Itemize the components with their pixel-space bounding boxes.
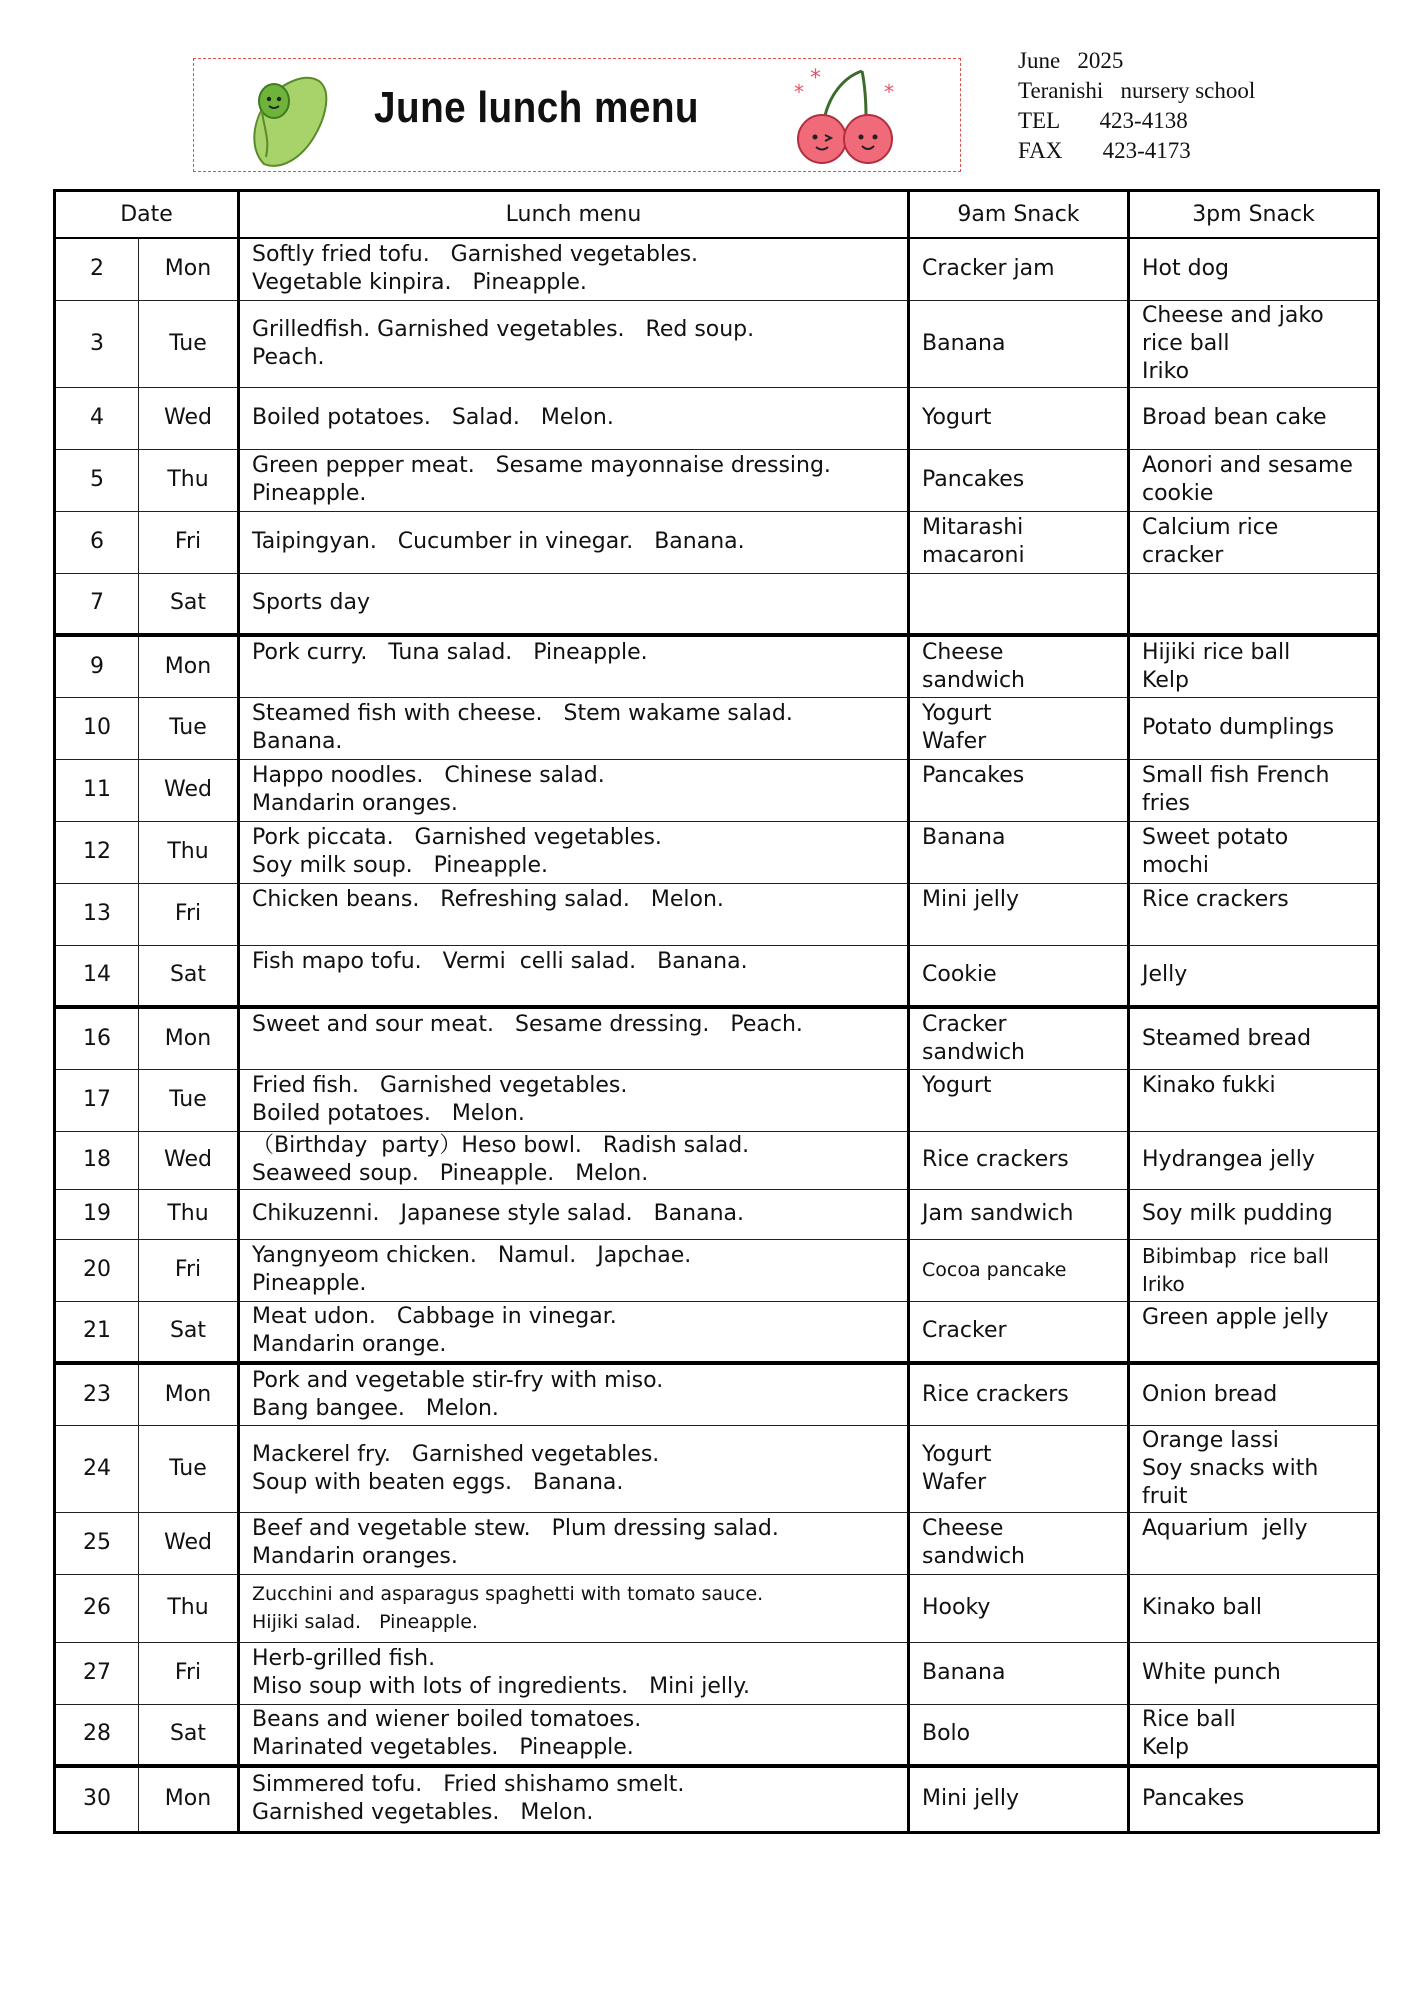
snack-am-line-1: Yogurt (922, 701, 992, 726)
table-row (55, 1512, 1379, 1574)
snack-am-cell (909, 300, 1129, 387)
weekday: Wed (139, 1512, 239, 1574)
lunch-line-2: Boiled potatoes. Melon. (252, 1101, 525, 1126)
weekday: Thu (139, 821, 239, 883)
header-lunch: Lunch menu (239, 191, 909, 239)
snack-pm-cell (1129, 511, 1379, 573)
snack-am-cell (909, 1574, 1129, 1642)
lunch-cell (239, 759, 909, 821)
snack-am-line-1: Banana (922, 1660, 1006, 1685)
snack-am-line-1: Cookie (922, 962, 997, 988)
snack-pm-cell (1129, 1766, 1379, 1832)
lunch-line-1: Boiled potatoes. Salad. Melon. (252, 405, 614, 430)
lunch-cell (239, 449, 909, 511)
snack-pm-cell (1129, 1131, 1379, 1189)
snack-am-line-1: Bolo (922, 1721, 971, 1747)
header-snack-pm: 3pm Snack (1129, 191, 1379, 239)
lunch-cell (239, 945, 909, 1007)
snack-pm-cell (1129, 821, 1379, 883)
lunch-cell (239, 821, 909, 883)
lunch-line-1: Happo noodles. Chinese salad. (252, 763, 605, 788)
snack-pm-line-3: Iriko (1142, 358, 1190, 384)
snack-am-line-1: Yogurt (922, 405, 992, 430)
snack-pm-cell (1129, 1512, 1379, 1574)
snack-pm-line-1: Cheese and jako (1142, 302, 1324, 328)
lunch-line-2: Banana. (252, 729, 343, 754)
snack-am-cell (909, 1189, 1129, 1239)
date-number: 28 (55, 1704, 139, 1766)
date-number: 11 (55, 759, 139, 821)
header-snack-am: 9am Snack (909, 191, 1129, 239)
weekday: Mon (139, 1766, 239, 1832)
weekday: Fri (139, 511, 239, 573)
date-number: 16 (55, 1007, 139, 1069)
lunch-line-2: Garnished vegetables. Melon. (252, 1800, 594, 1826)
lunch-menu-table (53, 189, 1380, 1834)
tel-label: TEL (1018, 108, 1060, 133)
lunch-cell (239, 697, 909, 759)
lunch-cell (239, 1512, 909, 1574)
lunch-line-1: Fish mapo tofu. Vermi celli salad. Banana. (252, 948, 748, 974)
table-row (55, 1425, 1379, 1512)
snack-am-cell (909, 573, 1129, 635)
lunch-line-1: Sweet and sour meat. Sesame dressing. Peach. (252, 1012, 803, 1037)
table-row (55, 1766, 1379, 1832)
snack-pm-line-1: Kinako ball (1142, 1595, 1263, 1620)
snack-pm-cell (1129, 300, 1379, 387)
snack-pm-line-1: Hot dog (1142, 256, 1230, 282)
lunch-cell (239, 573, 909, 635)
snack-am-cell (909, 697, 1129, 759)
date-number: 13 (55, 883, 139, 945)
snack-am-line-1: Cocoa pancake (922, 1259, 1067, 1281)
table-row (55, 635, 1379, 697)
weekday: Mon (139, 1363, 239, 1425)
lunch-line-2: Marinated vegetables. Pineapple. (252, 1735, 634, 1761)
edamame-character-icon (244, 69, 334, 169)
snack-am-line-1: Mitarashi (922, 515, 1024, 540)
snack-am-cell (909, 1239, 1129, 1301)
lunch-cell (239, 300, 909, 387)
snack-pm-line-1: Broad bean cake (1142, 405, 1327, 430)
snack-am-line-1: Yogurt (922, 1441, 992, 1467)
date-number: 12 (55, 821, 139, 883)
snack-pm-line-1: Rice ball (1142, 1707, 1236, 1733)
snack-am-line-1: Rice crackers (922, 1381, 1069, 1407)
lunch-line-2: Hijiki salad. Pineapple. (252, 1611, 478, 1633)
date-number: 6 (55, 511, 139, 573)
table-row (55, 1069, 1379, 1131)
snack-pm-cell (1129, 883, 1379, 945)
weekday: Sat (139, 573, 239, 635)
snack-pm-cell (1129, 449, 1379, 511)
weekday: Tue (139, 300, 239, 387)
date-number: 24 (55, 1425, 139, 1512)
snack-pm-cell (1129, 1069, 1379, 1131)
lunch-cell (239, 1239, 909, 1301)
lunch-line-2: Pineapple. (252, 481, 367, 506)
snack-am-cell (909, 883, 1129, 945)
menu-date: June 2025 (1018, 48, 1124, 73)
snack-pm-line-1: Small fish French (1142, 763, 1330, 788)
table-row (55, 821, 1379, 883)
snack-pm-cell (1129, 759, 1379, 821)
snack-am-cell (909, 1069, 1129, 1131)
snack-pm-cell (1129, 635, 1379, 697)
snack-am-line-1: Banana (922, 824, 1006, 850)
snack-pm-line-1: Bibimbap rice ball (1142, 1244, 1329, 1268)
table-row (55, 238, 1379, 300)
snack-am-cell (909, 1642, 1129, 1704)
lunch-cell (239, 1301, 909, 1363)
lunch-line-2: Soup with beaten eggs. Banana. (252, 1469, 624, 1495)
snack-am-line-1: Hooky (922, 1595, 991, 1620)
snack-am-cell (909, 387, 1129, 449)
weekday: Sat (139, 1704, 239, 1766)
snack-am-cell (909, 759, 1129, 821)
lunch-line-1: Herb-grilled fish. (252, 1646, 436, 1671)
date-number: 20 (55, 1239, 139, 1301)
snack-am-line-1: Mini jelly (922, 1786, 1020, 1812)
snack-pm-cell (1129, 387, 1379, 449)
lunch-line-1: Yangnyeom chicken. Namul. Japchae. (252, 1243, 692, 1268)
lunch-line-2: Bang bangee. Melon. (252, 1395, 499, 1421)
snack-pm-cell (1129, 1425, 1379, 1512)
table-row (55, 1363, 1379, 1425)
school-info (1018, 46, 1255, 166)
date-number: 18 (55, 1131, 139, 1189)
svg-text:*: * (794, 80, 804, 104)
snack-pm-line-1: Orange lassi (1142, 1427, 1279, 1453)
snack-am-line-1: Banana (922, 330, 1006, 356)
snack-pm-line-1: Pancakes (1142, 1786, 1245, 1812)
lunch-line-1: Green pepper meat. Sesame mayonnaise dressing. (252, 453, 831, 478)
snack-pm-line-1: Onion bread (1142, 1381, 1278, 1407)
snack-pm-line-2: Kelp (1142, 1735, 1189, 1761)
date-number: 2 (55, 238, 139, 300)
lunch-line-1: Grilledfish. Garnished vegetables. Red soup. (252, 316, 755, 342)
lunch-line-2: Soy milk soup. Pineapple. (252, 853, 549, 878)
lunch-line-1: Meat udon. Cabbage in vinegar. (252, 1304, 617, 1330)
lunch-cell (239, 1069, 909, 1131)
date-number: 26 (55, 1574, 139, 1642)
snack-pm-line-2: rice ball (1142, 330, 1230, 356)
weekday: Thu (139, 1574, 239, 1642)
weekday: Thu (139, 1189, 239, 1239)
date-number: 5 (55, 449, 139, 511)
snack-am-line-1: Cheese (922, 639, 1004, 665)
snack-pm-line-3: fruit (1142, 1483, 1188, 1509)
lunch-line-1: Zucchini and asparagus spaghetti with tomato sauce. (252, 1583, 764, 1605)
snack-am-line-2: sandwich (922, 667, 1025, 693)
weekday: Sat (139, 1301, 239, 1363)
table-row (55, 1574, 1379, 1642)
cherry-character-icon (784, 65, 904, 169)
lunch-line-2: Miso soup with lots of ingredients. Mini jelly. (252, 1674, 750, 1699)
snack-am-cell (909, 1007, 1129, 1069)
lunch-line-1: Taipingyan. Cucumber in vinegar. Banana. (252, 529, 745, 554)
weekday: Fri (139, 883, 239, 945)
snack-am-cell (909, 1766, 1129, 1832)
lunch-line-2: Vegetable kinpira. Pineapple. (252, 270, 587, 296)
weekday: Wed (139, 387, 239, 449)
snack-am-line-1: Cracker jam (922, 256, 1055, 282)
snack-pm-line-1: Aquarium jelly (1142, 1515, 1308, 1541)
date-number: 19 (55, 1189, 139, 1239)
snack-am-cell (909, 635, 1129, 697)
date-number: 3 (55, 300, 139, 387)
snack-pm-cell (1129, 1189, 1379, 1239)
date-number: 27 (55, 1642, 139, 1704)
table-row (55, 300, 1379, 387)
snack-pm-line-1: Sweet potato (1142, 825, 1289, 850)
lunch-line-1: （Birthday party）Heso bowl. Radish salad. (252, 1133, 750, 1158)
lunch-line-1: Beans and wiener boiled tomatoes. (252, 1707, 642, 1733)
lunch-cell (239, 387, 909, 449)
snack-am-cell (909, 945, 1129, 1007)
snack-pm-line-1: Calcium rice (1142, 515, 1279, 540)
table-row (55, 1131, 1379, 1189)
snack-pm-line-1: Soy milk pudding (1142, 1201, 1333, 1226)
weekday: Tue (139, 1425, 239, 1512)
snack-pm-line-2: Iriko (1142, 1272, 1185, 1296)
table-row (55, 1704, 1379, 1766)
weekday: Tue (139, 1069, 239, 1131)
lunch-line-2: Seaweed soup. Pineapple. Melon. (252, 1161, 649, 1186)
weekday: Mon (139, 1007, 239, 1069)
snack-pm-cell (1129, 1239, 1379, 1301)
lunch-cell (239, 1642, 909, 1704)
snack-pm-line-1: Rice crackers (1142, 886, 1289, 912)
date-number: 9 (55, 635, 139, 697)
snack-am-cell (909, 1512, 1129, 1574)
snack-pm-line-1: Hijiki rice ball (1142, 639, 1291, 665)
fax-line (1018, 136, 1255, 166)
lunch-line-2: Mandarin orange. (252, 1332, 447, 1358)
lunch-cell (239, 1363, 909, 1425)
snack-am-line-2: sandwich (922, 1544, 1025, 1569)
snack-pm-cell (1129, 238, 1379, 300)
lunch-cell (239, 1189, 909, 1239)
snack-pm-line-1: Steamed bread (1142, 1025, 1312, 1051)
lunch-line-1: Pork and vegetable stir-fry with miso. (252, 1367, 664, 1393)
snack-pm-cell (1129, 1574, 1379, 1642)
snack-am-cell (909, 1425, 1129, 1512)
snack-am-line-1: Mini jelly (922, 886, 1020, 912)
table-header-row (55, 191, 1379, 239)
snack-pm-line-1: White punch (1142, 1660, 1281, 1685)
table-row (55, 697, 1379, 759)
snack-pm-line-1: Green apple jelly (1142, 1304, 1329, 1330)
table-row (55, 1642, 1379, 1704)
lunch-line-2: Mandarin oranges. (252, 1544, 458, 1569)
date-number: 25 (55, 1512, 139, 1574)
lunch-line-1: Pork piccata. Garnished vegetables. (252, 825, 662, 850)
snack-am-cell (909, 449, 1129, 511)
lunch-cell (239, 1704, 909, 1766)
snack-am-cell (909, 1704, 1129, 1766)
snack-pm-cell (1129, 945, 1379, 1007)
header-date: Date (55, 191, 239, 239)
table-row (55, 883, 1379, 945)
snack-am-line-2: Wafer (922, 1469, 987, 1495)
snack-pm-cell (1129, 1363, 1379, 1425)
snack-pm-line-1: Aonori and sesame (1142, 453, 1353, 478)
lunch-line-1: Simmered tofu. Fried shishamo smelt. (252, 1772, 685, 1798)
lunch-cell (239, 511, 909, 573)
snack-am-line-1: Cracker (922, 1011, 1007, 1037)
phone-line (1018, 106, 1255, 136)
date-number: 30 (55, 1766, 139, 1832)
table-row (55, 1239, 1379, 1301)
snack-pm-line-1: Potato dumplings (1142, 715, 1335, 740)
title-banner (193, 58, 961, 172)
snack-pm-line-2: fries (1142, 791, 1190, 816)
snack-am-cell (909, 1363, 1129, 1425)
weekday: Mon (139, 635, 239, 697)
table-row (55, 759, 1379, 821)
snack-am-cell (909, 821, 1129, 883)
snack-am-line-1: Pancakes (922, 762, 1025, 788)
lunch-cell (239, 883, 909, 945)
snack-pm-line-2: Kelp (1142, 667, 1189, 693)
lunch-line-1: Pork curry. Tuna salad. Pineapple. (252, 640, 648, 665)
table-row (55, 511, 1379, 573)
svg-text:*: * (810, 66, 821, 91)
lunch-line-1: Beef and vegetable stew. Plum dressing salad. (252, 1516, 779, 1541)
svg-text:*: * (884, 80, 894, 104)
lunch-line-2: Peach. (252, 344, 325, 370)
table-row (55, 573, 1379, 635)
snack-am-cell (909, 1131, 1129, 1189)
snack-am-line-1: Cheese (922, 1516, 1004, 1541)
lunch-cell (239, 1766, 909, 1832)
snack-am-line-2: sandwich (922, 1039, 1025, 1065)
lunch-line-2: Mandarin oranges. (252, 791, 458, 816)
table-row (55, 1007, 1379, 1069)
date-number: 23 (55, 1363, 139, 1425)
lunch-cell (239, 238, 909, 300)
date-number: 21 (55, 1301, 139, 1363)
snack-pm-cell (1129, 573, 1379, 635)
snack-pm-cell (1129, 1301, 1379, 1363)
weekday: Wed (139, 759, 239, 821)
lunch-line-1: Sports day (252, 590, 370, 616)
snack-pm-line-2: cookie (1142, 481, 1214, 506)
snack-pm-cell (1129, 1007, 1379, 1069)
tel-number: 423-4138 (1099, 108, 1188, 133)
weekday: Sat (139, 945, 239, 1007)
lunch-cell (239, 1425, 909, 1512)
fax-number: 423-4173 (1102, 138, 1191, 163)
date-number: 17 (55, 1069, 139, 1131)
lunch-line-1: Chikuzenni. Japanese style salad. Banana. (252, 1201, 745, 1226)
date-number: 10 (55, 697, 139, 759)
weekday: Thu (139, 449, 239, 511)
snack-am-line-1: Rice crackers (922, 1147, 1069, 1172)
snack-am-cell (909, 1301, 1129, 1363)
snack-pm-cell (1129, 697, 1379, 759)
lunch-cell (239, 1131, 909, 1189)
snack-pm-line-2: Soy snacks with (1142, 1455, 1319, 1481)
table-row (55, 387, 1379, 449)
school-name: Teranishi nursery school (1018, 78, 1256, 103)
lunch-line-1: Mackerel fry. Garnished vegetables. (252, 1441, 660, 1467)
lunch-line-1: Softly fried tofu. Garnished vegetables. (252, 242, 699, 268)
snack-pm-line-1: Kinako fukki (1142, 1072, 1276, 1098)
lunch-cell (239, 1574, 909, 1642)
weekday: Mon (139, 238, 239, 300)
weekday: Fri (139, 1642, 239, 1704)
snack-am-line-1: Yogurt (922, 1072, 992, 1098)
snack-am-line-1: Jam sandwich (922, 1201, 1074, 1226)
date-number: 14 (55, 945, 139, 1007)
snack-pm-cell (1129, 1642, 1379, 1704)
lunch-cell (239, 1007, 909, 1069)
date-number: 7 (55, 573, 139, 635)
weekday: Wed (139, 1131, 239, 1189)
table-row (55, 1301, 1379, 1363)
lunch-cell (239, 635, 909, 697)
snack-pm-line-1: Jelly (1142, 962, 1188, 988)
snack-pm-line-1: Hydrangea jelly (1142, 1147, 1315, 1172)
snack-am-line-2: macaroni (922, 543, 1025, 568)
lunch-line-1: Steamed fish with cheese. Stem wakame salad. (252, 701, 793, 726)
snack-pm-cell (1129, 1704, 1379, 1766)
page-title: June lunch menu (374, 83, 700, 132)
weekday: Tue (139, 697, 239, 759)
snack-am-line-1: Cracker (922, 1318, 1007, 1344)
snack-am-cell (909, 511, 1129, 573)
lunch-line-1: Chicken beans. Refreshing salad. Melon. (252, 886, 724, 912)
snack-pm-line-2: mochi (1142, 853, 1210, 878)
lunch-line-1: Fried fish. Garnished vegetables. (252, 1073, 628, 1098)
table-row (55, 945, 1379, 1007)
date-number: 4 (55, 387, 139, 449)
table-row (55, 449, 1379, 511)
weekday: Fri (139, 1239, 239, 1301)
lunch-line-2: Pineapple. (252, 1271, 367, 1296)
snack-pm-line-2: cracker (1142, 543, 1224, 568)
fax-label: FAX (1018, 138, 1063, 163)
snack-am-cell (909, 238, 1129, 300)
snack-am-line-1: Pancakes (922, 467, 1025, 492)
table-row (55, 1189, 1379, 1239)
snack-am-line-2: Wafer (922, 729, 987, 754)
